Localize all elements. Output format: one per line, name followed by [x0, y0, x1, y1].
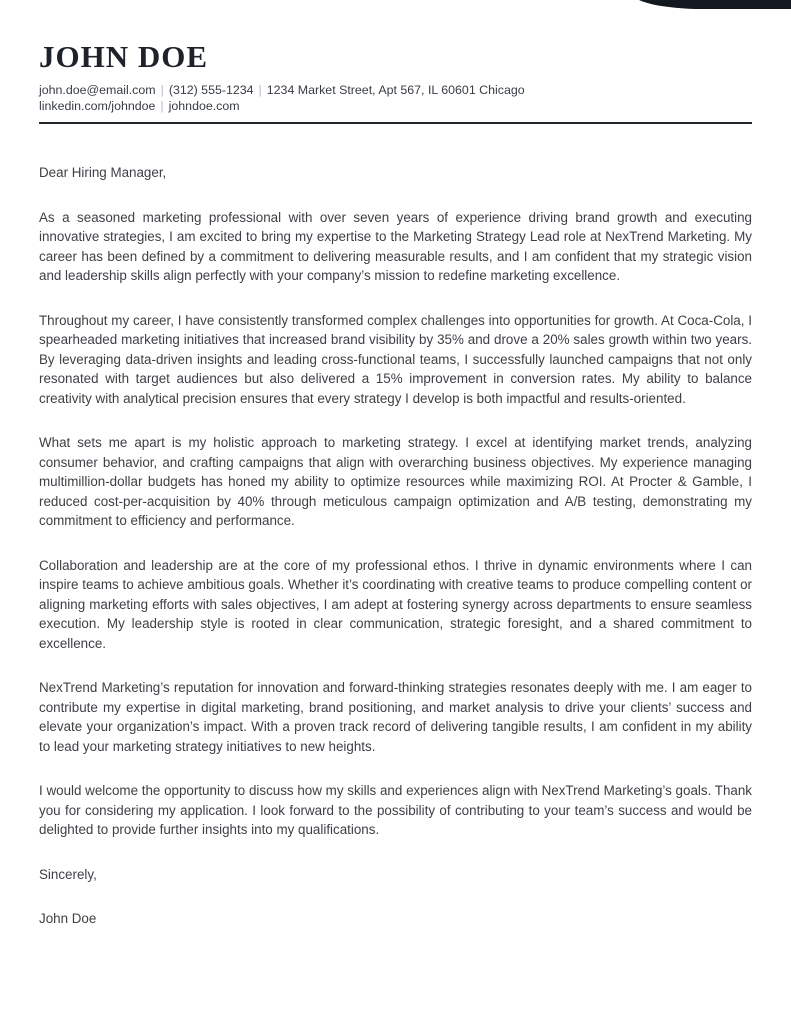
letter-header	[39, 41, 752, 114]
top-corner-accent-bar	[632, 0, 791, 9]
separator-pipe: |	[160, 83, 164, 98]
candidate-name: JOHN DOE	[39, 39, 209, 74]
paragraph-collaboration: Collaboration and leadership are at the core of my professional ethos. I thrive in dynamic environments where I can inspire teams to achieve ambitious goals. Whether it’s coordinating with creative teams to produce compelling content or aligning marketing efforts with sales objectives, I am adept at fostering synergy across departments to ensure seamless execution. My leadership style is rooted in clear communication, strategic foresight, and a shared commitment to excellence.	[39, 557, 752, 651]
letter-body	[39, 163, 752, 929]
salutation: Dear Hiring Manager,	[39, 165, 167, 181]
address-text: 1234 Market Street, Apt 567, IL 60601 Chicago	[266, 83, 525, 98]
separator-pipe: |	[160, 99, 164, 114]
contact-row-2	[39, 98, 752, 114]
linkedin-text: linkedin.com/johndoe	[39, 99, 156, 114]
website-text: johndoe.com	[168, 99, 240, 114]
contact-row-1	[39, 82, 752, 98]
paragraph-company-fit: NexTrend Marketing’s reputation for innovation and forward-thinking strategies resonates deeply with me. I am eager to contribute my expertise in digital marketing, brand positioning, and market analysis to drive your clients’ success and elevate your organization’s impact. With a proven track record of delivering tangible results, I am confident in my ability to lead your marketing strategy initiatives to new heights.	[39, 680, 752, 754]
signoff: Sincerely,	[39, 866, 97, 882]
paragraph-intro: As a seasoned marketing professional with over seven years of experience driving brand growth and executing innovative strategies, I am excited to bring my expertise to the Marketing Strategy Lead role at NexTrend Marketing. My career has been defined by a commitment to delivering measurable results, and I am confident that my strategic vision and leadership skills align perfectly with your company’s mission to redefine marketing excellence.	[39, 209, 752, 284]
paragraph-strategy-skills: What sets me apart is my holistic approach to marketing strategy. I excel at identifying market trends, analyzing consumer behavior, and crafting campaigns that align with overarching business objectives. My experience managing multimillion-dollar budgets has honed my ability to optimize resources while maximizing ROI. At Procter & Gamble, I reduced cost-per-acquisition by 40% through meticulous campaign optimization and A/B testing, demonstrating my commitment to efficiency and performance.	[39, 435, 752, 529]
paragraph-closing: I would welcome the opportunity to discuss how my skills and experiences align with NexTrend Marketing’s goals. Thank you for considering my application. I look forward to the possibility of contributing to your team’s success and would be delighted to provide further insights into my qualifications.	[39, 783, 752, 838]
phone-text: (312) 555-1234	[168, 83, 254, 98]
separator-pipe: |	[258, 83, 262, 98]
header-divider	[39, 122, 752, 124]
paragraph-career-achievements: Throughout my career, I have consistently transformed complex challenges into opportunities for growth. At Coca-Cola, I spearheaded marketing initiatives that increased brand visibility by 35% and drove a 20% sales growth within two years. By leveraging data-driven insights and leading cross-functional teams, I successfully launched campaigns that not only resonated with target audiences but also delivered a 15% improvement in conversion rates. My ability to balance creativity with analytical precision ensures that every strategy I develop is both impactful and results-oriented.	[39, 312, 752, 406]
signature-name: John Doe	[39, 911, 97, 927]
email-text: john.doe@email.com	[39, 83, 156, 98]
